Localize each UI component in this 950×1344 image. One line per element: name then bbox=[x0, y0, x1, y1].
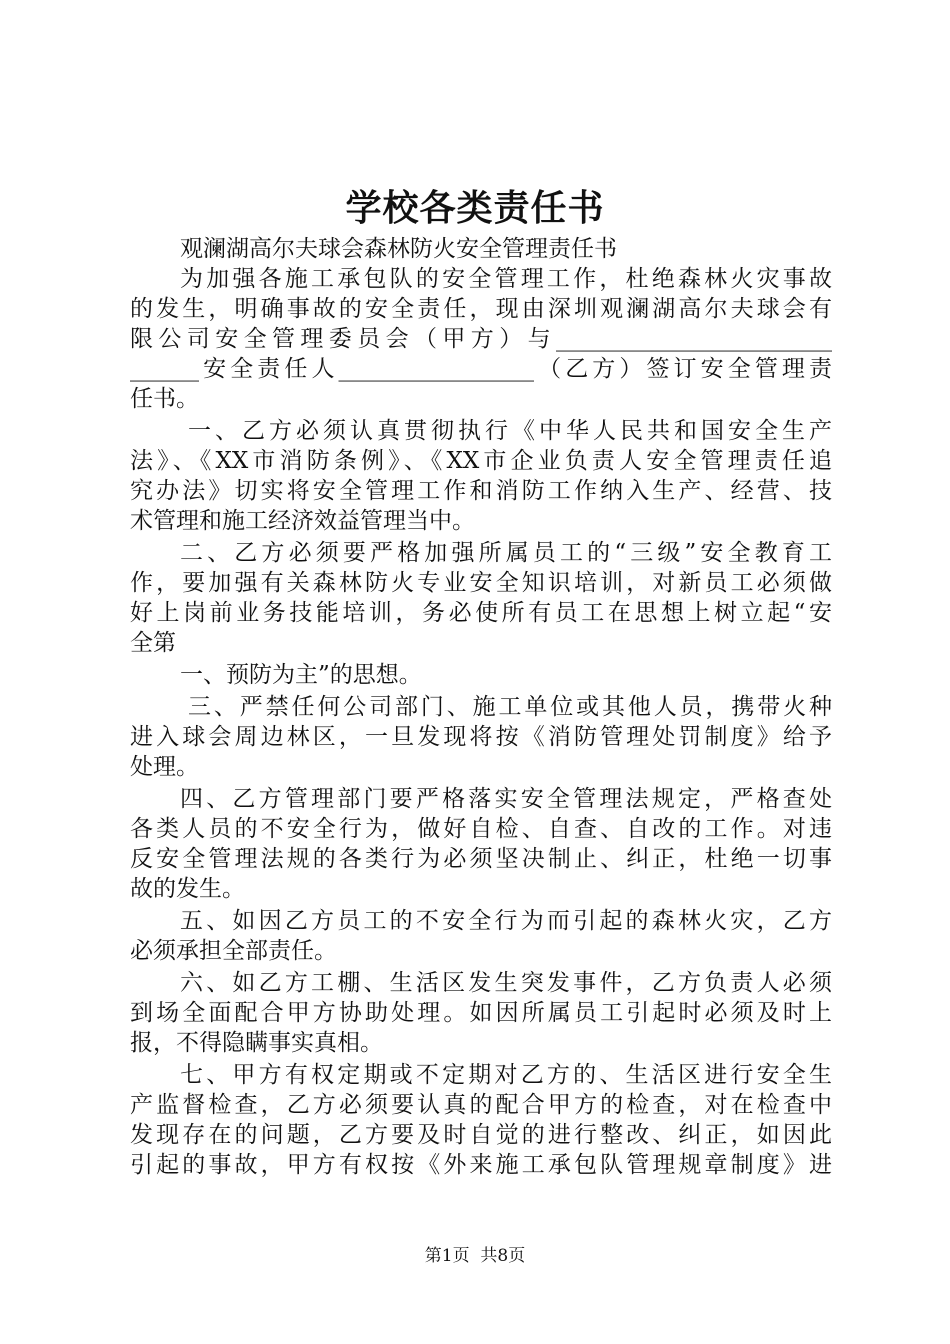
body-line: 三、严禁任何公司部门、施工单位或其他人员，携带火种 bbox=[188, 694, 832, 720]
body-line: 五、如因乙方员工的不安全行为而引起的森林火灾，乙方 bbox=[180, 908, 832, 934]
body-line: 反安全管理法规的各类行为必须坚决制止、纠正，杜绝一切事 bbox=[130, 846, 832, 872]
body-line: 引起的事故，甲方有权按《外来施工承包队管理规章制度》进 bbox=[130, 1152, 832, 1178]
body-line: 六、如乙方工棚、生活区发生突发事件，乙方负责人必须 bbox=[180, 970, 832, 996]
document-body bbox=[130, 234, 832, 1180]
body-line: 必须承担全部责任。 bbox=[130, 938, 337, 964]
body-line: 任书。 bbox=[130, 386, 199, 412]
body-line: 作，要加强有关森林防火专业安全知识培训，对新员工必须做 bbox=[130, 570, 832, 596]
body-line: 法》、《XX市消防条例》、《XX市企业负责人安全管理责任追 bbox=[130, 448, 832, 474]
page-number: 第1页 bbox=[424, 1246, 470, 1266]
body-line: ______安全责任人_________________（乙方）签订安全管理责 bbox=[130, 356, 832, 382]
body-line: 一、乙方必须认真贯彻执行《中华人民共和国安全生产 bbox=[188, 418, 832, 444]
body-line: 限公司安全管理委员会（甲方）与________________________ bbox=[130, 326, 832, 352]
body-line: 各类人员的不安全行为，做好自检、自查、自改的工作。对违 bbox=[130, 816, 832, 842]
body-line: 到场全面配合甲方协助处理。如因所属员工引起时必须及时上 bbox=[130, 1000, 832, 1026]
document-subtitle: 观澜湖高尔夫球会森林防火安全管理责任书 bbox=[180, 236, 617, 262]
body-line: 产监督检查，乙方必须要认真的配合甲方的检查，对在检查中 bbox=[130, 1092, 832, 1118]
page-total: 共8页 bbox=[480, 1246, 526, 1266]
body-line: 究办法》切实将安全管理工作和消防工作纳入生产、经营、技 bbox=[130, 478, 832, 504]
body-line: 的发生，明确事故的安全责任，现由深圳观澜湖高尔夫球会有 bbox=[130, 296, 832, 322]
body-line: 四、乙方管理部门要严格落实安全管理法规定，严格查处 bbox=[180, 786, 832, 812]
body-line: 好上岗前业务技能培训，务必使所有员工在思想上树立起“安 bbox=[130, 600, 832, 626]
body-line: 为加强各施工承包队的安全管理工作，杜绝森林火灾事故 bbox=[180, 266, 832, 292]
body-line: 发现存在的问题，乙方要及时自觉的进行整改、纠正，如因此 bbox=[130, 1122, 832, 1148]
body-line: 一、预防为主”的思想。 bbox=[180, 662, 422, 688]
body-line: 进入球会周边林区，一旦发现将按《消防管理处罚制度》给予 bbox=[130, 724, 832, 750]
document-title: 学校各类责任书 bbox=[345, 187, 605, 229]
body-line: 全第 bbox=[130, 630, 176, 656]
body-line: 术管理和施工经济效益管理当中。 bbox=[130, 508, 475, 534]
body-line: 二、乙方必须要严格加强所属员工的“三级”安全教育工 bbox=[180, 540, 832, 566]
body-line: 七、甲方有权定期或不定期对乙方的、生活区进行安全生 bbox=[180, 1062, 832, 1088]
body-line: 处理。 bbox=[130, 754, 199, 780]
body-line: 故的发生。 bbox=[130, 876, 245, 902]
body-line: 报，不得隐瞒事实真相。 bbox=[130, 1030, 383, 1056]
page-footer bbox=[0, 1244, 950, 1268]
